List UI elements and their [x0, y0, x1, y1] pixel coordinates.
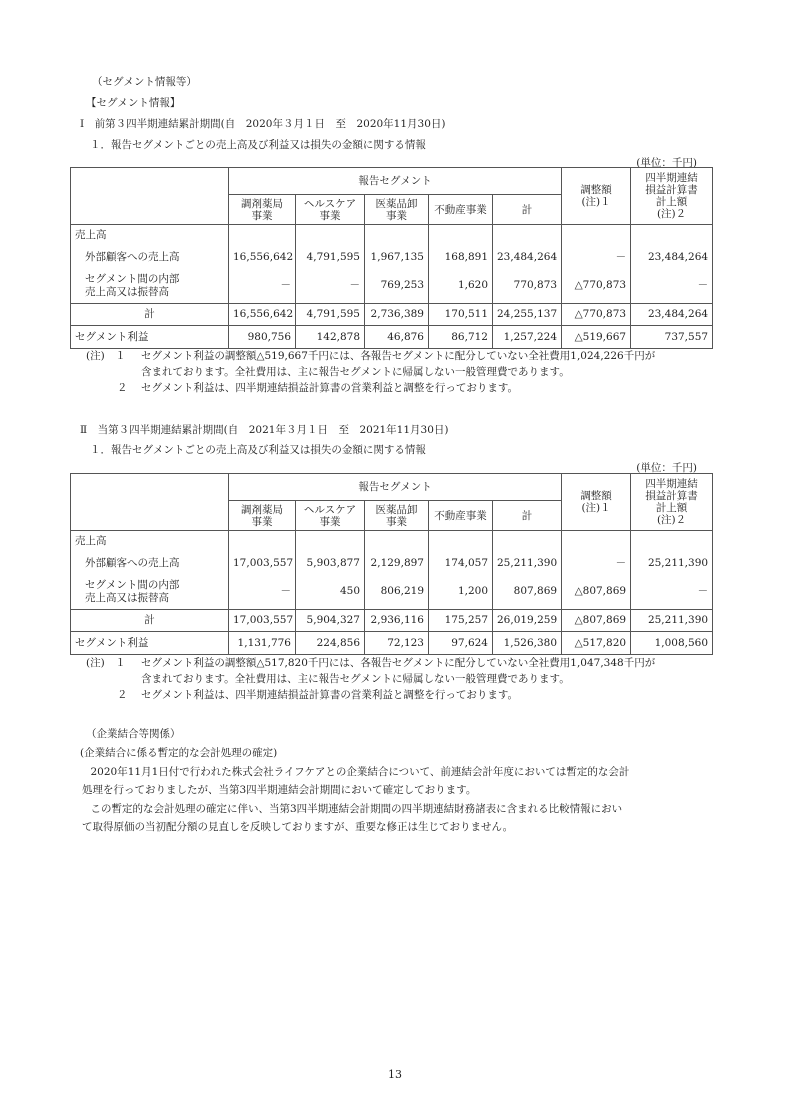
cell-value: 1,967,135: [365, 246, 429, 269]
cell-value: 1,526,380: [493, 632, 562, 655]
cell-value: －: [229, 575, 296, 610]
period-1-note-2-line-1: セグメント利益は、四半期連結損益計算書の営業利益と調整を行っております。: [141, 382, 519, 394]
period-1-item-title: １．報告セグメントごとの売上高及び利益又は損失の金額に関する情報: [90, 139, 426, 151]
period-2-heading: Ⅱ 当第３四半期連結累計期間(自 2021年３月１日 至 2021年11月30日): [80, 424, 449, 436]
cell-value: 25,211,390: [631, 610, 713, 632]
cell-value: 97,624: [429, 632, 493, 655]
row-label-intersegment: [71, 269, 229, 304]
row-label-intersegment: [71, 575, 229, 610]
period-1-note-1-marker: (注) １: [86, 350, 126, 362]
cell-value: 4,791,595: [296, 304, 365, 326]
col-header-pharmacy-l1: 調剤薬局: [241, 503, 283, 516]
row-label-external-sales: 外部顧客への売上高: [71, 552, 229, 575]
paragraph-2-line-1: この暫定的な会計処理の確定に伴い、当第3四半期連結会計期間の四半期連結財務諸表に含まれる比較情報におい: [80, 803, 623, 815]
cell-value: 737,557: [631, 326, 713, 349]
col-header-pharmacy-l2: 事業: [251, 209, 273, 222]
row-label-intersegment-l1: セグメント間の内部: [85, 578, 180, 591]
cell-value: 806,219: [365, 575, 429, 610]
cell-value: 5,903,877: [296, 552, 365, 575]
cell-value: 23,484,264: [631, 304, 713, 326]
cell-value: 224,856: [296, 632, 365, 655]
col-header-real-estate: 不動産事業: [429, 195, 493, 225]
segment-table-period-2: [70, 473, 713, 655]
cell-value: 46,876: [365, 326, 429, 349]
table-row-sales-header: [71, 531, 713, 552]
cell-value: △807,869: [562, 575, 631, 610]
col-header-consolidated-l4: (注)２: [656, 514, 687, 526]
table-row-total: [71, 610, 713, 632]
period-2-note-1-line-2: 含まれております。全社費用は、主に報告セグメントに帰属しない一般管理費であります。: [141, 673, 570, 685]
col-header-healthcare: [296, 195, 365, 225]
col-header-wholesale: [365, 195, 429, 225]
period-1-heading: Ⅰ 前第３四半期連結累計期間(自 2020年３月１日 至 2020年11月30日): [80, 118, 446, 130]
subsection-title: 【セグメント情報】: [86, 97, 181, 109]
segment-table-period-1: [70, 167, 713, 349]
period-2-note-1-marker: (注) １: [86, 657, 126, 669]
row-label-segment-profit: セグメント利益: [71, 326, 229, 349]
cell-value: －: [562, 246, 631, 269]
period-1-note-1-line-2: 含まれております。全社費用は、主に報告セグメントに帰属しない一般管理費であります。: [141, 366, 570, 378]
cell-value: 1,200: [429, 575, 493, 610]
table-row-external-sales: [71, 246, 713, 269]
cell-value: 770,873: [493, 269, 562, 304]
period-2-unit: (単位：千円): [636, 462, 697, 474]
group-header-reporting-segments: 報告セグメント: [229, 168, 562, 195]
row-label-intersegment-l2: 売上高又は振替高: [85, 591, 169, 604]
table-row-intersegment: [71, 575, 713, 610]
cell-value: 168,891: [429, 246, 493, 269]
table-row-intersegment: [71, 269, 713, 304]
cell-value: 142,878: [296, 326, 365, 349]
business-combination-title: （企業結合等関係）: [86, 728, 181, 740]
period-1-unit: (単位：千円): [636, 157, 697, 169]
table-row-segment-profit: [71, 632, 713, 655]
cell-value: △770,873: [562, 269, 631, 304]
paragraph-1-line-1: 2020年11月1日付で行われた株式会社ライフケアとの企業結合について、前連結会計年度においては暫定的な会計: [80, 766, 630, 778]
row-label-total: 計: [71, 610, 229, 632]
col-header-wholesale: [365, 501, 429, 531]
col-header-pharmacy-l2: 事業: [251, 515, 273, 528]
col-header-consolidated-l3: 計上額: [655, 196, 688, 208]
col-header-healthcare-l1: ヘルスケア: [303, 503, 357, 516]
cell-value: 1,257,224: [493, 326, 562, 349]
row-label-intersegment-l2: 売上高又は振替高: [85, 285, 169, 298]
col-header-consolidated-l2: 損益計算書: [645, 184, 698, 196]
col-header-adjustment: [562, 474, 631, 531]
col-header-adjustment-l2: (注)１: [581, 502, 611, 514]
cell-value: 450: [296, 575, 365, 610]
col-header-consolidated-l1: 四半期連結: [645, 172, 698, 184]
row-label-sales: 売上高: [71, 225, 229, 246]
col-header-healthcare-l1: ヘルスケア: [303, 197, 357, 210]
group-header-reporting-segments: 報告セグメント: [229, 474, 562, 501]
cell-value: 2,936,116: [365, 610, 429, 632]
table-row-external-sales: [71, 552, 713, 575]
col-header-adjustment: [562, 168, 631, 225]
col-header-subtotal: 計: [493, 501, 562, 531]
row-label-intersegment-l1: セグメント間の内部: [85, 272, 180, 285]
cell-value: －: [631, 269, 713, 304]
cell-value: 175,257: [429, 610, 493, 632]
col-header-consolidated: [631, 474, 713, 531]
col-header-adjustment-l2: (注)１: [581, 196, 611, 208]
col-header-wholesale-l1: 医薬品卸: [375, 197, 418, 210]
cell-value: 2,736,389: [365, 304, 429, 326]
period-1-note-2-marker: ２: [117, 382, 128, 394]
period-2-item-title: １．報告セグメントごとの売上高及び利益又は損失の金額に関する情報: [90, 444, 426, 456]
table-row-segment-profit: [71, 326, 713, 349]
cell-value: 2,129,897: [365, 552, 429, 575]
col-header-pharmacy: [229, 501, 296, 531]
cell-value: －: [631, 575, 713, 610]
cell-value: 17,003,557: [229, 610, 296, 632]
cell-value: 807,869: [493, 575, 562, 610]
row-label-sales: 売上高: [71, 531, 229, 552]
cell-value: 16,556,642: [229, 246, 296, 269]
col-header-pharmacy-l1: 調剤薬局: [241, 197, 283, 210]
col-header-adjustment-l1: 調整額: [580, 184, 612, 196]
col-header-real-estate: 不動産事業: [429, 501, 493, 531]
paragraph-1-line-2: 処理を行っておりましたが、当第3四半期連結会計期間において確定しております。: [82, 784, 477, 796]
cell-value: 174,057: [429, 552, 493, 575]
cell-value: 16,556,642: [229, 304, 296, 326]
col-header-healthcare-l2: 事業: [319, 515, 341, 528]
row-label-external-sales: 外部顧客への売上高: [71, 246, 229, 269]
cell-value: 1,131,776: [229, 632, 296, 655]
col-header-adjustment-l1: 調整額: [580, 490, 612, 502]
cell-value: －: [296, 269, 365, 304]
period-1-note-1-line-1: セグメント利益の調整額△519,667千円には、各報告セグメントに配分していない全社費用1,024,226千円が: [141, 350, 656, 362]
cell-value: 25,211,390: [493, 552, 562, 575]
header-blank-cell: [71, 474, 229, 531]
period-2-note-1-line-1: セグメント利益の調整額△517,820千円には、各報告セグメントに配分していない全社費用1,047,348千円が: [141, 657, 656, 669]
cell-value: 72,123: [365, 632, 429, 655]
col-header-consolidated-l1: 四半期連結: [645, 478, 698, 490]
table-row-sales-header: [71, 225, 713, 246]
col-header-wholesale-l2: 事業: [386, 515, 407, 528]
cell-value: 23,484,264: [493, 246, 562, 269]
page-number: 13: [388, 1068, 402, 1081]
paragraph-2-line-2: て取得原価の当初配分額の見直しを反映しておりますが、重要な修正は生じておりません。: [82, 821, 514, 833]
col-header-consolidated: [631, 168, 713, 225]
col-header-wholesale-l2: 事業: [386, 209, 407, 222]
cell-value: －: [562, 552, 631, 575]
col-header-wholesale-l1: 医薬品卸: [375, 503, 418, 516]
col-header-consolidated-l4: (注)２: [656, 208, 687, 220]
cell-value: 980,756: [229, 326, 296, 349]
cell-value: 25,211,390: [631, 552, 713, 575]
cell-value: △807,869: [562, 610, 631, 632]
col-header-healthcare-l2: 事業: [319, 209, 341, 222]
table-row-total: [71, 304, 713, 326]
cell-value: 86,712: [429, 326, 493, 349]
cell-value: 4,791,595: [296, 246, 365, 269]
cell-value: 26,019,259: [493, 610, 562, 632]
cell-value: －: [229, 269, 296, 304]
cell-value: △770,873: [562, 304, 631, 326]
header-blank-cell: [71, 168, 229, 225]
period-2-note-2-line-1: セグメント利益は、四半期連結損益計算書の営業利益と調整を行っております。: [141, 689, 519, 701]
cell-value: 1,008,560: [631, 632, 713, 655]
cell-value: 24,255,137: [493, 304, 562, 326]
section-title: （セグメント情報等）: [92, 76, 197, 88]
cell-value: 769,253: [365, 269, 429, 304]
col-header-subtotal: 計: [493, 195, 562, 225]
cell-value: 170,511: [429, 304, 493, 326]
cell-value: △519,667: [562, 326, 631, 349]
cell-value: 5,904,327: [296, 610, 365, 632]
row-label-segment-profit: セグメント利益: [71, 632, 229, 655]
col-header-pharmacy: [229, 195, 296, 225]
col-header-consolidated-l2: 損益計算書: [645, 490, 698, 502]
cell-value: △517,820: [562, 632, 631, 655]
business-combination-subtitle: (企業結合に係る暫定的な会計処理の確定): [80, 747, 278, 759]
col-header-consolidated-l3: 計上額: [655, 502, 688, 514]
col-header-healthcare: [296, 501, 365, 531]
row-label-total: 計: [71, 304, 229, 326]
period-2-note-2-marker: ２: [117, 689, 128, 701]
cell-value: 17,003,557: [229, 552, 296, 575]
cell-value: 23,484,264: [631, 246, 713, 269]
cell-value: 1,620: [429, 269, 493, 304]
